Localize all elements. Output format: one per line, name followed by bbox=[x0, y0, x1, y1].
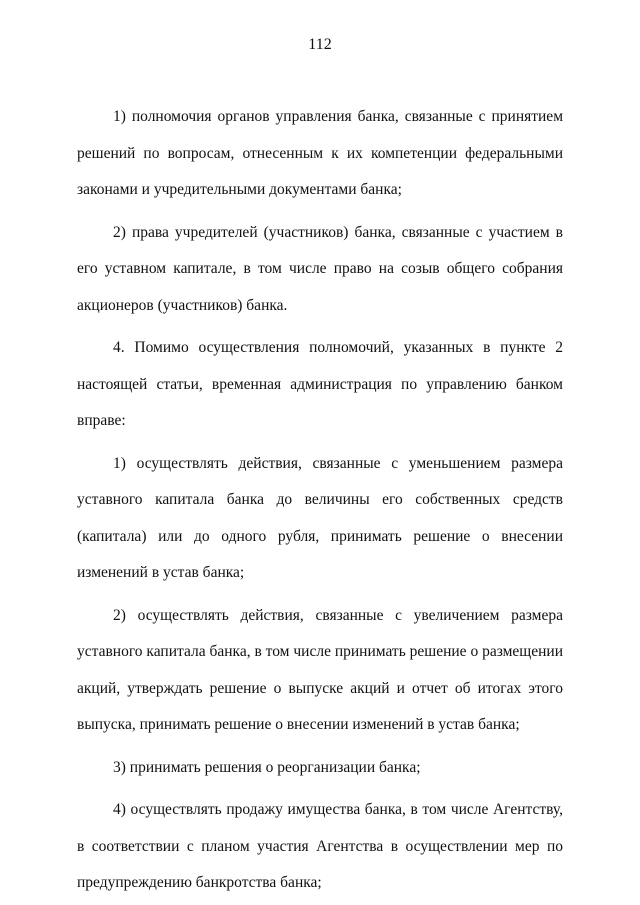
document-body bbox=[77, 99, 563, 902]
paragraph-4: 1) осуществлять действия, связанные с уменьшением размера уставного капитала банка до величины его собственных средств (капитала) или до одного рубля, принимать решение о внесении изменений в устав банка; bbox=[77, 454, 563, 581]
paragraph-6: 3) принимать решения о реорганизации банка; bbox=[113, 758, 421, 776]
paragraph-7: 4) осуществлять продажу имущества банка, в том числе Агентству, в соответствии с планом участия Агентства в осуществлении мер по предупреждению банкротства банка; bbox=[77, 801, 563, 891]
page-number: 112 bbox=[308, 36, 332, 53]
paragraph-2: 2) права учредителей (участников) банка, связанные с участием в его уставном капитале, в том числе право на созыв общего собрания акционеров (участников) банка. bbox=[77, 223, 563, 314]
paragraph-5: 2) осуществлять действия, связанные с увеличением размера уставного капитала банка, в том числе принимать решение о размещении акций, утверждать решение о выпуске акций и отчет об итогах этого выпуска, принимать решение о внесении изменений в устав банка; bbox=[77, 606, 563, 733]
paragraph-1: 1) полномочия органов управления банка, связанные с принятием решений по вопросам, отнесенным к их компетенции федеральными законами и учредительными документами банка; bbox=[77, 108, 563, 198]
paragraph-3: 4. Помимо осуществления полномочий, указанных в пункте 2 настоящей статьи, временная администрация по управлению банком вправе: bbox=[77, 339, 563, 429]
